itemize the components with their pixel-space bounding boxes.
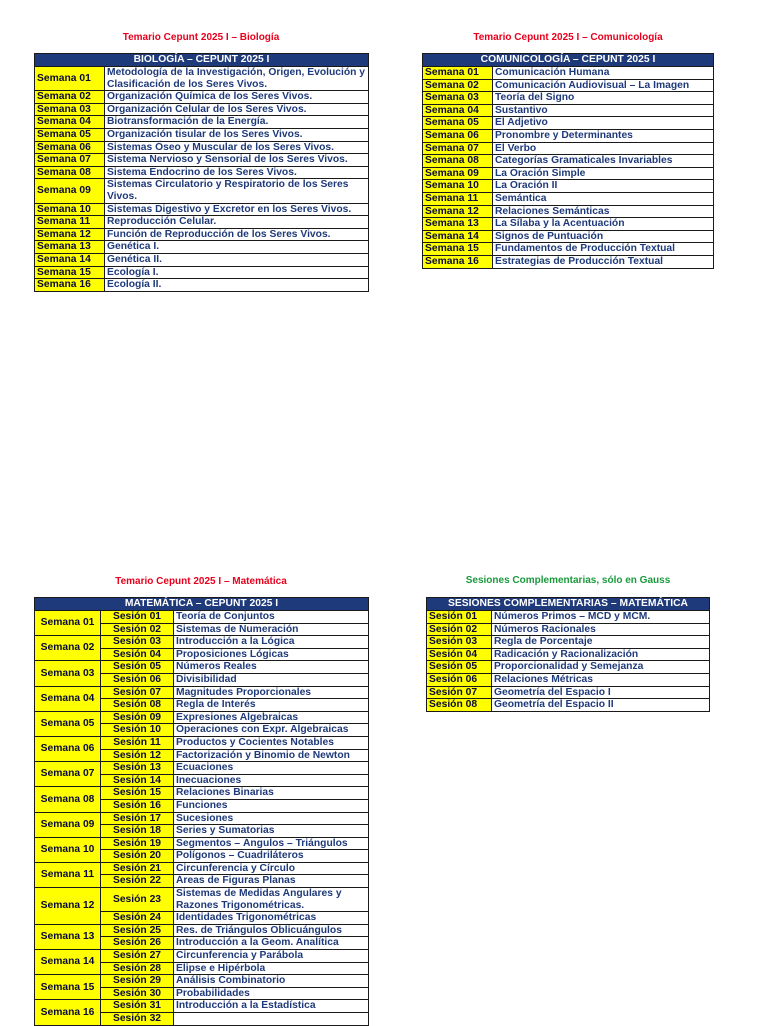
topic-cell: Productos y Cocientes Notables [174,736,369,749]
topic-cell: Proposiciones Lógicas [174,648,369,661]
topic-cell: Sistemas de Medidas Angulares y Razones Trigonométricas. [174,888,369,912]
table-row [35,812,369,825]
topic-cell: Regla de Porcentaje [492,636,710,649]
week-cell: Semana 05 [423,117,493,130]
topic-cell: Pronombre y Determinantes [493,129,714,142]
topic-cell: Divisibilidad [174,673,369,686]
table-row [427,648,710,661]
table-row [423,218,714,231]
session-cell: Sesión 32 [101,1013,174,1026]
week-cell: Semana 13 [35,924,101,949]
table-row [427,623,710,636]
week-cell: Semana 12 [35,228,105,241]
week-cell: Semana 01 [35,611,101,636]
topic-cell: Regla de Interés [174,699,369,712]
week-cell: Semana 12 [35,888,101,925]
week-cell: Semana 02 [35,91,105,104]
topic-cell: Genética I. [105,241,369,254]
topic-cell: Comunicación Humana [493,67,714,80]
topic-cell: Semántica [493,192,714,205]
biologia-title: Temario Cepunt 2025 I – Biología [122,32,280,43]
session-cell: Sesión 26 [101,937,174,950]
table-row [427,636,710,649]
session-cell: Sesión 05 [101,661,174,674]
topic-cell: Comunicación Audiovisual – La Imagen [493,79,714,92]
session-cell: Sesión 25 [101,924,174,937]
topic-cell: Organización Celular de los Seres Vivos. [105,103,369,116]
table-header: BIOLOGÍA – CEPUNT 2025 I [35,54,369,67]
matematica-title: Temario Cepunt 2025 I – Matemática [115,576,287,587]
topic-cell: Radicación y Racionalización [492,648,710,661]
topic-cell: Metodología de la Investigación, Origen, Evolución y Clasificación de los Seres Vivos. [105,67,369,91]
table-row [35,91,369,104]
topic-cell: Relaciones Semánticas [493,205,714,218]
topic-cell: Fundamentos de Producción Textual [493,243,714,256]
topic-cell: Sistemas Óseo y Muscular de los Seres Vivos. [105,141,369,154]
topic-cell: Series y Sumatorias [174,825,369,838]
session-cell: Sesión 13 [101,762,174,775]
complementarias-title: Sesiones Complementarias, sólo en Gauss [465,575,671,586]
week-cell: Semana 03 [423,92,493,105]
week-cell: Semana 08 [35,166,105,179]
week-cell: Semana 09 [423,167,493,180]
session-cell: Sesión 10 [101,724,174,737]
topic-cell: Ecología II. [105,279,369,292]
topic-cell: Organización tisular de los Seres Vivos. [105,128,369,141]
week-cell: Semana 01 [423,67,493,80]
session-cell: Sesión 27 [101,950,174,963]
session-cell: Sesión 18 [101,825,174,838]
biologia-table [34,53,369,292]
week-cell: Semana 08 [423,155,493,168]
table-row [35,103,369,116]
topic-cell: Áreas de Figuras Planas [174,875,369,888]
topic-cell: Inecuaciones [174,774,369,787]
table-header: COMUNICOLOGÍA – CEPUNT 2025 I [423,54,714,67]
topic-cell: Reproducción Celular. [105,216,369,229]
session-cell: Sesión 08 [101,699,174,712]
table-row [423,230,714,243]
session-cell: Sesión 21 [101,862,174,875]
session-cell: Sesión 03 [427,636,492,649]
topic-cell: Circunferencia y Círculo [174,862,369,875]
topic-cell: Números Reales [174,661,369,674]
topic-cell: La Oración Simple [493,167,714,180]
table-row [423,67,714,80]
week-cell: Semana 16 [35,1000,101,1025]
topic-cell: Identidades Trigonométricas [174,912,369,925]
session-cell: Sesión 01 [427,611,492,624]
week-cell: Semana 03 [35,103,105,116]
topic-cell: Expresiones Algebraicas [174,711,369,724]
session-cell: Sesión 04 [427,648,492,661]
week-cell: Semana 16 [35,279,105,292]
week-cell: Semana 07 [423,142,493,155]
session-cell: Sesión 11 [101,736,174,749]
table-row [35,736,369,749]
comunicologia-title: Temario Cepunt 2025 I – Comunicología [473,32,663,43]
table-row [35,179,369,203]
table-row [427,611,710,624]
table-row [423,142,714,155]
topic-cell: Funciones [174,799,369,812]
session-cell: Sesión 24 [101,912,174,925]
topic-cell: Introducción a la Geom. Analítica [174,937,369,950]
table-row [427,686,710,699]
week-cell: Semana 13 [35,241,105,254]
table-row [423,79,714,92]
topic-cell: Teoría de Conjuntos [174,611,369,624]
table-row [35,888,369,912]
table-row [35,154,369,167]
table-row [35,216,369,229]
week-cell: Semana 11 [423,192,493,205]
week-cell: Semana 07 [35,154,105,167]
session-cell: Sesión 06 [427,673,492,686]
session-cell: Sesión 23 [101,888,174,912]
table-row [35,67,369,91]
week-cell: Semana 01 [35,67,105,91]
week-cell: Semana 15 [35,975,101,1000]
comunicologia-table [422,53,714,269]
session-cell: Sesión 17 [101,812,174,825]
topic-cell: Teoría del Signo [493,92,714,105]
table-row [35,636,369,649]
table-row [427,661,710,674]
topic-cell: Números Primos – MCD y MCM. [492,611,710,624]
table-header: MATEMÁTICA – CEPUNT 2025 I [35,598,369,611]
table-row [35,166,369,179]
topic-cell [174,1013,369,1026]
session-cell: Sesión 29 [101,975,174,988]
table-row [35,1000,369,1013]
table-row [35,711,369,724]
topic-cell: Sistemas de Numeración [174,623,369,636]
topic-cell: Signos de Puntuación [493,230,714,243]
topic-cell: Sustantivo [493,104,714,117]
session-cell: Sesión 06 [101,673,174,686]
topic-cell: La Oración II [493,180,714,193]
topic-cell: Sistemas Digestivo y Excretor en los Seres Vivos. [105,203,369,216]
week-cell: Semana 07 [35,762,101,787]
week-cell: Semana 08 [35,787,101,812]
table-row [35,228,369,241]
week-cell: Semana 14 [35,253,105,266]
topic-cell: Sistema Nervioso y Sensorial de los Seres Vivos. [105,154,369,167]
table-row [35,141,369,154]
topic-cell: Sistema Endocrino de los Seres Vivos. [105,166,369,179]
topic-cell: Circunferencia y Parábola [174,950,369,963]
session-cell: Sesión 22 [101,875,174,888]
table-row [35,686,369,699]
complementarias-table [426,597,710,712]
topic-cell: Operaciones con Expr. Algebraicas [174,724,369,737]
topic-cell: Magnitudes Proporcionales [174,686,369,699]
topic-cell: Proporcionalidad y Semejanza [492,661,710,674]
session-cell: Sesión 03 [101,636,174,649]
table-row [423,243,714,256]
week-cell: Semana 02 [423,79,493,92]
topic-cell: Análisis Combinatorio [174,975,369,988]
table-header: SESIONES COMPLEMENTARIAS – MATEMÁTICA [427,598,710,611]
week-cell: Semana 14 [35,950,101,975]
table-row [423,167,714,180]
table-row [35,950,369,963]
topic-cell: Introducción a la Estadística [174,1000,369,1013]
topic-cell: Factorización y Binomio de Newton [174,749,369,762]
week-cell: Semana 06 [423,129,493,142]
table-row [423,205,714,218]
topic-cell: Geometría del Espacio I [492,686,710,699]
table-row [35,661,369,674]
week-cell: Semana 15 [423,243,493,256]
table-row [423,129,714,142]
week-cell: Semana 11 [35,216,105,229]
week-cell: Semana 09 [35,179,105,203]
topic-cell: Relaciones Métricas [492,673,710,686]
table-row [35,116,369,129]
week-cell: Semana 13 [423,218,493,231]
session-cell: Sesión 02 [101,623,174,636]
table-row [35,924,369,937]
table-row [35,762,369,775]
week-cell: Semana 16 [423,255,493,268]
table-row [423,117,714,130]
table-row [423,104,714,117]
topic-cell: Función de Reproducción de los Seres Vivos. [105,228,369,241]
session-cell: Sesión 28 [101,962,174,975]
week-cell: Semana 04 [35,116,105,129]
topic-cell: Genética II. [105,253,369,266]
table-row [427,699,710,712]
session-cell: Sesión 12 [101,749,174,762]
topic-cell: El Verbo [493,142,714,155]
week-cell: Semana 06 [35,141,105,154]
session-cell: Sesión 31 [101,1000,174,1013]
table-row [423,92,714,105]
topic-cell: Ecología I. [105,266,369,279]
topic-cell: La Sílaba y la Acentuación [493,218,714,231]
topic-cell: Introducción a la Lógica [174,636,369,649]
week-cell: Semana 04 [35,686,101,711]
session-cell: Sesión 20 [101,850,174,863]
table-row [35,128,369,141]
session-cell: Sesión 08 [427,699,492,712]
topic-cell: Segmentos – Ángulos – Triángulos [174,837,369,850]
session-cell: Sesión 30 [101,987,174,1000]
topic-cell: Geometría del Espacio II [492,699,710,712]
table-row [35,266,369,279]
topic-cell: Probabilidades [174,987,369,1000]
topic-cell: Categorías Gramaticales Invariables [493,155,714,168]
week-cell: Semana 14 [423,230,493,243]
topic-cell: Biotransformación de la Energía. [105,116,369,129]
week-cell: Semana 05 [35,711,101,736]
topic-cell: Relaciones Binarias [174,787,369,800]
week-cell: Semana 10 [423,180,493,193]
topic-cell: Números Racionales [492,623,710,636]
session-cell: Sesión 16 [101,799,174,812]
table-row [35,279,369,292]
topic-cell: Elipse e Hipérbola [174,962,369,975]
table-row [35,787,369,800]
table-row [35,203,369,216]
session-cell: Sesión 01 [101,611,174,624]
table-row [35,253,369,266]
topic-cell: Res. de Triángulos Oblicuángulos [174,924,369,937]
table-row [423,180,714,193]
topic-cell: Organización Química de los Seres Vivos. [105,91,369,104]
session-cell: Sesión 02 [427,623,492,636]
topic-cell: Sucesiones [174,812,369,825]
topic-cell: El Adjetivo [493,117,714,130]
table-row [35,241,369,254]
table-row [35,862,369,875]
topic-cell: Ecuaciones [174,762,369,775]
matematica-table [34,597,369,1026]
session-cell: Sesión 14 [101,774,174,787]
topic-cell: Polígonos – Cuadriláteros [174,850,369,863]
week-cell: Semana 06 [35,736,101,761]
topic-cell: Sistemas Circulatorio y Respiratorio de los Seres Vivos. [105,179,369,203]
week-cell: Semana 11 [35,862,101,887]
table-row [423,155,714,168]
table-row [35,611,369,624]
session-cell: Sesión 04 [101,648,174,661]
week-cell: Semana 12 [423,205,493,218]
week-cell: Semana 03 [35,661,101,686]
topic-cell: Estrategias de Producción Textual [493,255,714,268]
table-row [35,975,369,988]
session-cell: Sesión 05 [427,661,492,674]
week-cell: Semana 15 [35,266,105,279]
week-cell: Semana 10 [35,203,105,216]
week-cell: Semana 05 [35,128,105,141]
session-cell: Sesión 09 [101,711,174,724]
table-row [423,192,714,205]
week-cell: Semana 02 [35,636,101,661]
session-cell: Sesión 19 [101,837,174,850]
week-cell: Semana 09 [35,812,101,837]
table-row [35,837,369,850]
table-row [427,673,710,686]
session-cell: Sesión 07 [101,686,174,699]
session-cell: Sesión 07 [427,686,492,699]
week-cell: Semana 04 [423,104,493,117]
session-cell: Sesión 15 [101,787,174,800]
table-row [423,255,714,268]
week-cell: Semana 10 [35,837,101,862]
